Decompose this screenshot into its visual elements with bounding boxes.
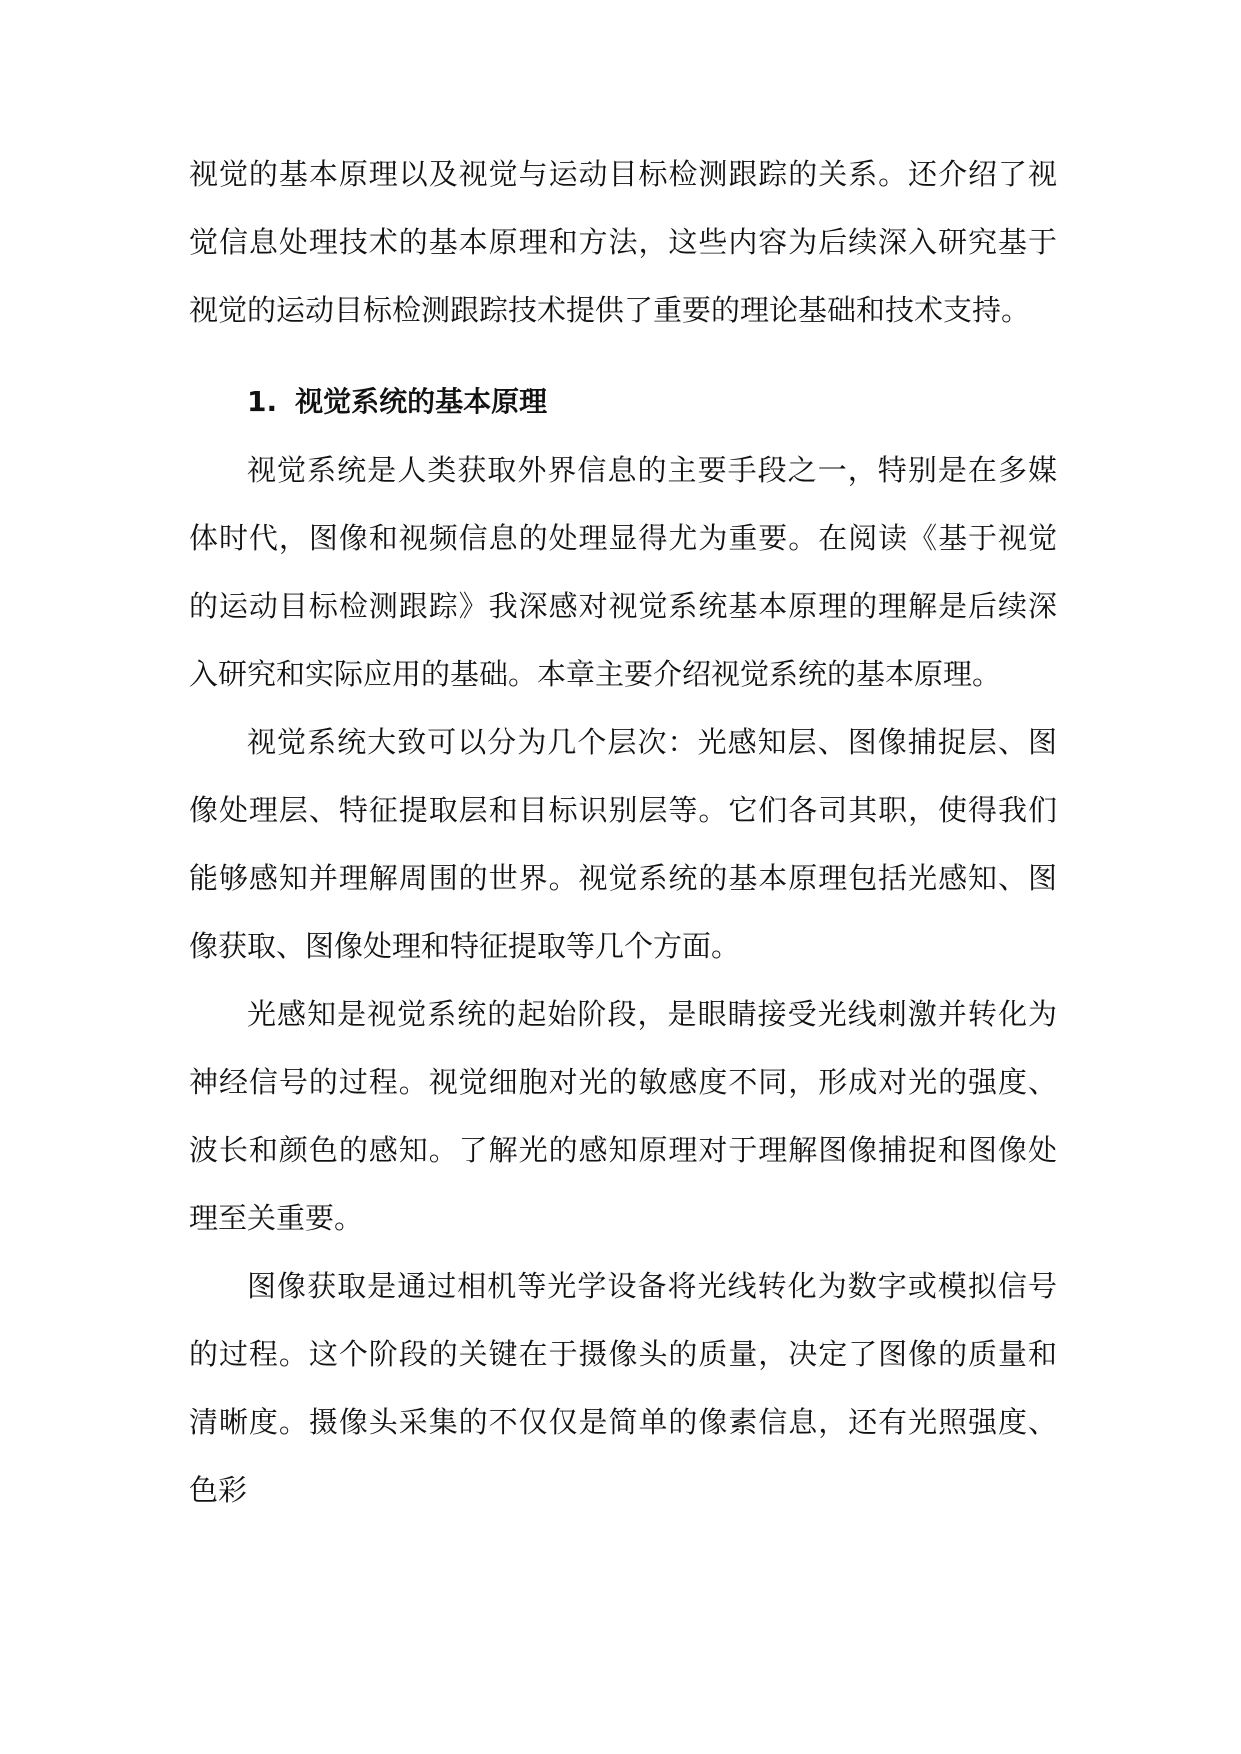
- body-paragraph-1: 视觉系统是人类获取外界信息的主要手段之一，特别是在多媒体时代，图像和视频信息的处理显得尤为重要。在阅读《基于视觉的运动目标检测跟踪》我深感对视觉系统基本原理的理解是后续深入研究和实际应用的基础。本章主要介绍视觉系统的基本原理。: [189, 453, 1057, 691]
- body-paragraph-3: 光感知是视觉系统的起始阶段，是眼睛接受光线刺激并转化为神经信号的过程。视觉细胞对光的敏感度不同，形成对光的强度、波长和颜色的感知。了解光的感知原理对于理解图像捕捉和图像处理至关重要。: [189, 997, 1057, 1235]
- body-paragraph-2: 视觉系统大致可以分为几个层次：光感知层、图像捕捉层、图像处理层、特征提取层和目标识别层等。它们各司其职，使得我们能够感知并理解周围的世界。视觉系统的基本原理包括光感知、图像获取、图像处理和特征提取等几个方面。: [189, 725, 1057, 963]
- section-heading: [189, 368, 1057, 436]
- section-title: 视觉系统的基本原理: [295, 385, 548, 418]
- body-paragraph-4: 图像获取是通过相机等光学设备将光线转化为数字或模拟信号的过程。这个阶段的关键在于摄像头的质量，决定了图像的质量和清晰度。摄像头采集的不仅仅是简单的像素信息，还有光照强度、色彩: [189, 1269, 1057, 1507]
- document-body: [189, 140, 1057, 1524]
- section-number: 1.: [247, 385, 278, 418]
- intro-paragraph: 视觉的基本原理以及视觉与运动目标检测跟踪的关系。还介绍了视觉信息处理技术的基本原理和方法，这些内容为后续深入研究基于视觉的运动目标检测跟踪技术提供了重要的理论基础和技术支持。: [189, 157, 1057, 327]
